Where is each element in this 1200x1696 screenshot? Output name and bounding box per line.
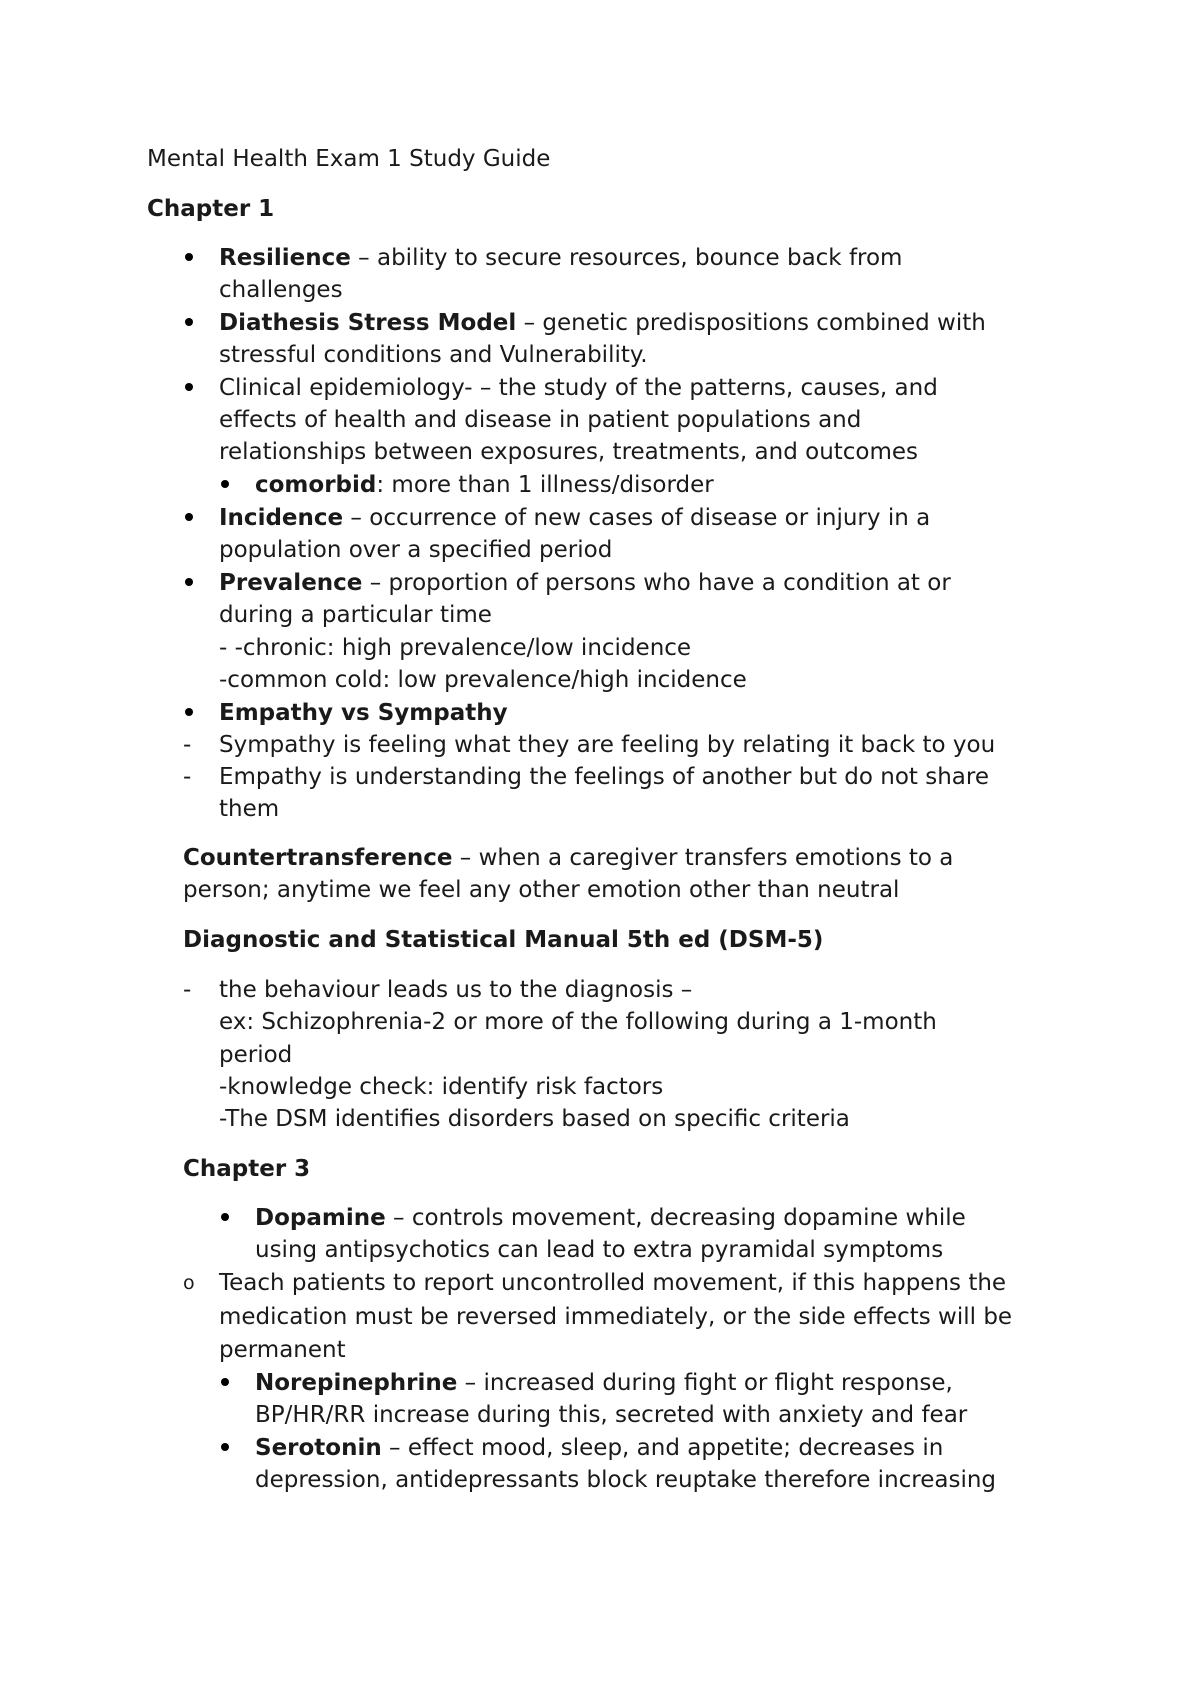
- sympathy-line: Sympathy is feeling what they are feeling by relating it back to you: [219, 732, 996, 758]
- dopamine-def: – controls movement, decreasing dopamine while: [385, 1205, 966, 1231]
- countertransference-line-2: person; anytime we feel any other emotion other than neutral: [183, 877, 900, 903]
- dopamine-line-1: [255, 1203, 966, 1233]
- dsm-line-2: ex: Schizophrenia-2 or more of the following during a 1-month: [219, 1009, 937, 1035]
- prevalence-term: Prevalence: [219, 570, 363, 596]
- bullet-icon: [185, 578, 193, 586]
- incidence-line-1: [219, 503, 930, 533]
- norepinephrine-def: – increased during fight or flight response,: [457, 1370, 953, 1396]
- norepinephrine-line-2: BP/HR/RR increase during this, secreted with anxiety and fear: [255, 1402, 968, 1428]
- bullet-icon: [185, 513, 193, 521]
- epidemiology-line-3: relationships between exposures, treatments, and outcomes: [219, 439, 919, 465]
- serotonin-line-1: [255, 1433, 943, 1463]
- serotonin-def: – effect mood, sleep, and appetite; decreases in: [381, 1435, 944, 1461]
- countertransference-def: – when a caregiver transfers emotions to a: [452, 845, 954, 871]
- bullet-icon: [221, 480, 229, 488]
- prevalence-line-1: [219, 568, 951, 598]
- dsm-line-1: the behaviour leads us to the diagnosis –: [219, 977, 693, 1003]
- countertransference-line-1: [183, 843, 953, 873]
- dopamine-line-2: using antipsychotics can lead to extra pyramidal symptoms: [255, 1237, 944, 1263]
- teach-line-3: permanent: [219, 1337, 346, 1363]
- dsm-line-5: -The DSM identifies disorders based on specific criteria: [219, 1106, 850, 1132]
- bullet-icon: [221, 1213, 229, 1221]
- dsm-line-4: -knowledge check: identify risk factors: [219, 1074, 664, 1100]
- serotonin-term: Serotonin: [255, 1435, 382, 1461]
- empathy-heading-text: Empathy vs Sympathy: [219, 700, 508, 726]
- dopamine-term: Dopamine: [255, 1205, 386, 1231]
- teach-line-1: Teach patients to report uncontrolled movement, if this happens the: [219, 1270, 1007, 1296]
- dsm-heading-text: Diagnostic and Statistical Manual 5th ed (DSM-5): [183, 927, 824, 953]
- dsm-heading: [183, 925, 823, 955]
- dash-marker: -: [183, 732, 192, 758]
- norepinephrine-term: Norepinephrine: [255, 1370, 458, 1396]
- resilience-def: – ability to secure resources, bounce back from: [350, 245, 903, 271]
- dsm-line-3: period: [219, 1042, 293, 1068]
- teach-line-2: medication must be reversed immediately, or the side effects will be: [219, 1304, 1013, 1330]
- dash-marker: -: [183, 977, 192, 1003]
- chapter-3-heading: [183, 1154, 310, 1184]
- incidence-def: – occurrence of new cases of disease or injury in a: [343, 505, 931, 531]
- diathesis-def: – genetic predispositions combined with: [516, 310, 986, 336]
- serotonin-line-2: depression, antidepressants block reuptake therefore increasing: [255, 1467, 997, 1493]
- prevalence-line-2: during a particular time: [219, 602, 492, 628]
- epidemiology-line-1: Clinical epidemiology- – the study of the patterns, causes, and: [219, 375, 938, 401]
- doc-title: Mental Health Exam 1 Study Guide: [147, 146, 551, 172]
- chapter-1-heading: [147, 194, 274, 224]
- bullet-icon: [185, 708, 193, 716]
- bullet-icon: [185, 383, 193, 391]
- prevalence-note-2: -common cold: low prevalence/high incidence: [219, 667, 747, 693]
- countertransference-term: Countertransference: [183, 845, 453, 871]
- chapter-1-heading-text: Chapter 1: [147, 196, 275, 222]
- resilience-line-2: challenges: [219, 277, 343, 303]
- diathesis-term: Diathesis Stress Model: [219, 310, 517, 336]
- dash-marker: -: [183, 764, 192, 790]
- epidemiology-line-2: effects of health and disease in patient populations and: [219, 407, 862, 433]
- bullet-icon: [221, 1378, 229, 1386]
- prevalence-def: – proportion of persons who have a condition at or: [362, 570, 951, 596]
- chapter-3-heading-text: Chapter 3: [183, 1156, 311, 1182]
- empathy-heading: [219, 698, 508, 728]
- norepinephrine-line-1: [255, 1368, 953, 1398]
- comorbid-def: : more than 1 illness/disorder: [376, 472, 714, 498]
- resilience-line-1: [219, 243, 902, 273]
- circle-bullet-icon: o: [183, 1272, 195, 1294]
- diathesis-line-2: stressful conditions and Vulnerability.: [219, 342, 648, 368]
- bullet-icon: [221, 1443, 229, 1451]
- comorbid-line: [255, 470, 714, 500]
- diathesis-line-1: [219, 308, 986, 338]
- incidence-term: Incidence: [219, 505, 344, 531]
- prevalence-note-1: - -chronic: high prevalence/low incidence: [219, 635, 692, 661]
- empathy-line-2: them: [219, 796, 280, 822]
- bullet-icon: [185, 253, 193, 261]
- comorbid-term: comorbid: [255, 472, 377, 498]
- empathy-line-1: Empathy is understanding the feelings of another but do not share: [219, 764, 990, 790]
- bullet-icon: [185, 318, 193, 326]
- resilience-term: Resilience: [219, 245, 351, 271]
- incidence-line-2: population over a specified period: [219, 537, 613, 563]
